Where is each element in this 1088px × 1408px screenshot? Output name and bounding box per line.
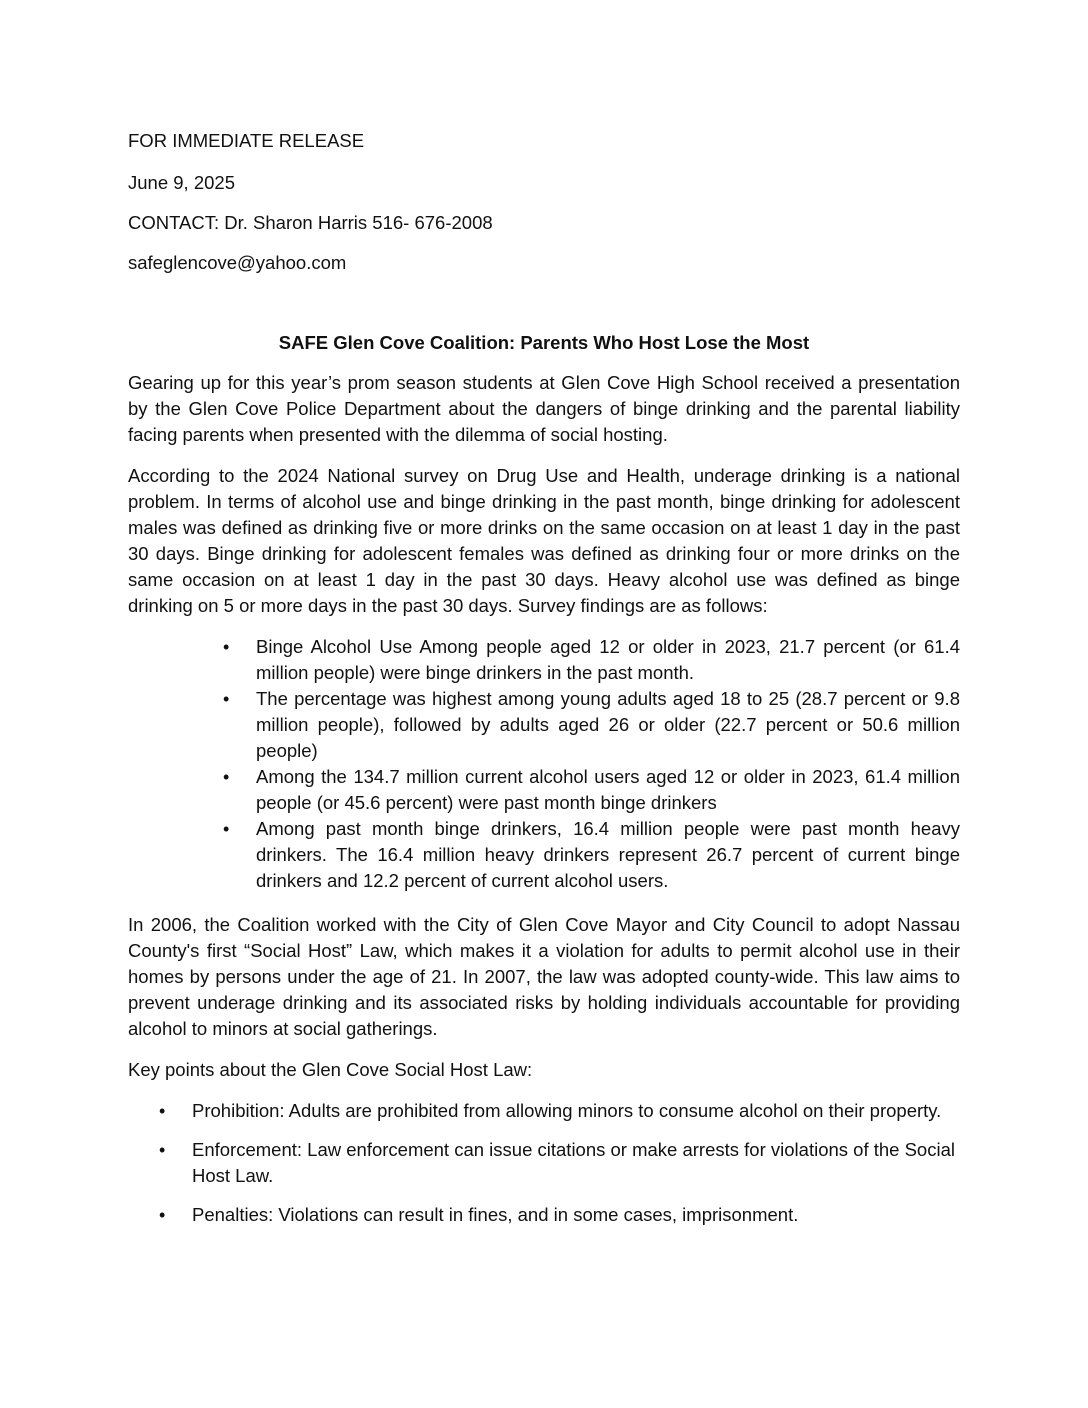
contact-email: safeglencove@yahoo.com bbox=[128, 252, 347, 273]
survey-finding-text: Among the 134.7 million current alcohol users aged 12 or older in 2023, 61.4 million people (or 45.6 percent) were past month binge drinkers bbox=[256, 766, 960, 813]
bullet-icon: • bbox=[159, 1140, 166, 1160]
survey-finding-text: The percentage was highest among young adults aged 18 to 25 (28.7 percent or 9.8 million people), followed by adults aged 26 or older (22.7 percent or 50.6 million people) bbox=[256, 688, 960, 761]
key-points-intro: Key points about the Glen Cove Social Host Law: bbox=[128, 1059, 533, 1080]
list-item bbox=[159, 1137, 960, 1189]
bullet-icon: • bbox=[159, 1205, 166, 1225]
release-label: FOR IMMEDIATE RELEASE bbox=[128, 130, 365, 151]
survey-finding-text: Among past month binge drinkers, 16.4 million people were past month heavy drinkers. The 16.4 million heavy drinkers represent 26.7 percent of current binge drinkers and 12.2 percent of current alcohol users. bbox=[256, 818, 960, 891]
history-paragraph: In 2006, the Coalition worked with the City of Glen Cove Mayor and City Council to adopt Nassau County's first “Social Host” Law, which makes it a violation for adults to permit alcohol use in their homes by persons under the age of 21. In 2007, the law was adopted county-wide. This law aims to prevent underage drinking and its associated risks by holding individuals accountable for providing alcohol to minors at social gatherings. bbox=[128, 914, 960, 1039]
key-point-text: Penalties: Violations can result in fines, and in some cases, imprisonment. bbox=[192, 1204, 799, 1225]
list-item bbox=[223, 764, 960, 816]
bullet-icon: • bbox=[223, 819, 230, 839]
list-item bbox=[159, 1098, 960, 1124]
press-release-title: SAFE Glen Cove Coalition: Parents Who Host Lose the Most bbox=[278, 332, 810, 353]
bullet-icon: • bbox=[223, 689, 230, 709]
list-item bbox=[223, 816, 960, 894]
release-date: June 9, 2025 bbox=[128, 172, 235, 193]
survey-findings-list bbox=[223, 634, 960, 894]
intro-paragraph: Gearing up for this year’s prom season students at Glen Cove High School received a presentation by the Glen Cove Police Department about the dangers of binge drinking and the parental liability facing parents when presented with the dilemma of social hosting. bbox=[128, 372, 960, 445]
key-point-text: Prohibition: Adults are prohibited from allowing minors to consume alcohol on their property. bbox=[192, 1100, 942, 1121]
key-points-list bbox=[159, 1098, 960, 1241]
contact-line: CONTACT: Dr. Sharon Harris 516- 676-2008 bbox=[128, 212, 493, 233]
bullet-icon: • bbox=[159, 1101, 166, 1121]
key-point-text: Enforcement: Law enforcement can issue citations or make arrests for violations of the Social Host Law. bbox=[192, 1139, 955, 1186]
survey-paragraph: According to the 2024 National survey on Drug Use and Health, underage drinking is a national problem. In terms of alcohol use and binge drinking in the past month, binge drinking for adolescent males was defined as drinking five or more drinks on the same occasion on at least 1 day in the past 30 days. Binge drinking for adolescent females was defined as drinking four or more drinks on the same occasion on at least 1 day in the past 30 days. Heavy alcohol use was defined as binge drinking on 5 or more days in the past 30 days. Survey findings are as follows: bbox=[128, 465, 960, 616]
list-item bbox=[223, 634, 960, 686]
list-item bbox=[159, 1202, 960, 1228]
bullet-icon: • bbox=[223, 637, 230, 657]
survey-finding-text: Binge Alcohol Use Among people aged 12 or older in 2023, 21.7 percent (or 61.4 million people) were binge drinkers in the past month. bbox=[256, 636, 960, 683]
bullet-icon: • bbox=[223, 767, 230, 787]
list-item bbox=[223, 686, 960, 764]
